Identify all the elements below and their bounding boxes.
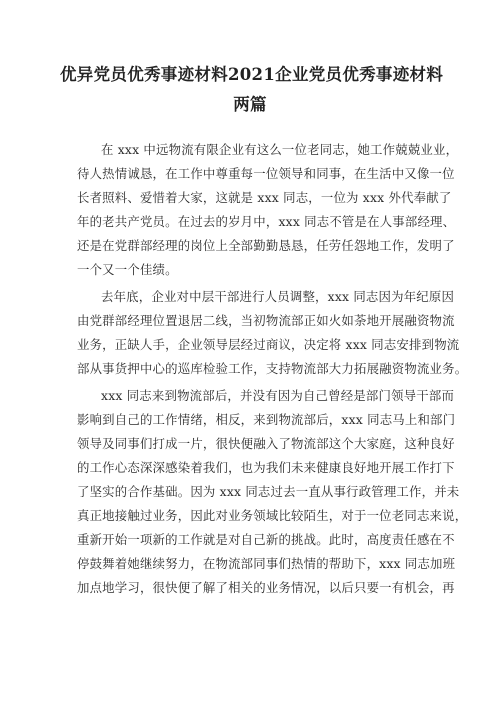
paragraph-line: 重新开始一项新的工作就是对自己新的挑战。此时，高度责任感在不 <box>77 532 455 547</box>
paragraph-line: 的工作心态深深感染着我们，也为我们未来健康良好地开展工作打下 <box>77 460 455 475</box>
paragraph-3 <box>77 384 468 600</box>
paragraph-line: 去年底，企业对中层干部进行人员调整，xxx 同志因为年纪原因 <box>101 289 455 304</box>
paragraph-line: 还是在党群部经理的岗位上全部勤勤恳恳，任劳任怨地工作，发明了 <box>77 238 455 253</box>
document-body <box>77 138 468 600</box>
paragraph-line: 真正地接触过业务，因此对业务领域比较陌生，对于一位老同志来说， <box>77 508 468 523</box>
paragraph-line: 长者照料、爱惜着大家，这就是 xxx 同志，一位为 xxx 外代奉献了 <box>77 190 452 205</box>
paragraph-2 <box>77 285 468 381</box>
paragraph-line: 了坚实的合作基础。因为 xxx 同志过去一直从事行政管理工作，并未 <box>77 484 460 499</box>
paragraph-line: 加点地学习，很快便了解了相关的业务情况，以后只要一有机会，再 <box>77 580 455 595</box>
paragraph-line: 领导及同事们打成一片，很快便融入了物流部这个大家庭，这种良好 <box>77 436 455 451</box>
paragraph-line: 在 xxx 中远物流有限企业有这么一位老同志，她工作兢兢业业， <box>101 142 459 157</box>
document-title-line-2: 两篇 <box>233 95 267 114</box>
paragraph-line: 待人热情诚恳，在工作中尊重每一位领导和同事，在生活中又像一位 <box>77 166 455 181</box>
paragraph-line: 业务，正缺人手，企业领导层经过商议，决定将 xxx 同志安排到物流 <box>77 337 460 352</box>
paragraph-line: 年的老共产党员。在过去的岁月中，xxx 同志不管是在人事部经理、 <box>77 214 456 229</box>
paragraph-line: 一个又一个佳绩。 <box>77 262 178 277</box>
paragraph-line: xxx 同志来到物流部后，并没有因为自己曾经是部门领导干部而 <box>101 388 455 403</box>
paragraph-line: 由党群部经理位置退居二线，当初物流部正如火如荼地开展融资物流 <box>77 313 455 328</box>
paragraph-line: 影响到自己的工作情绪，相反，来到物流部后，xxx 同志马上和部门 <box>77 412 456 427</box>
paragraph-1 <box>77 138 459 282</box>
paragraph-line: 停鼓舞着她继续努力，在物流部同事们热情的帮助下，xxx 同志加班 <box>77 556 456 571</box>
paragraph-line: 部从事货押中心的巡库检验工作，支持物流部大力拓展融资物流业务。 <box>77 361 468 376</box>
document-title-line-1: 优异党员优秀事迹材料2021企业党员优秀事迹材料 <box>60 65 444 84</box>
